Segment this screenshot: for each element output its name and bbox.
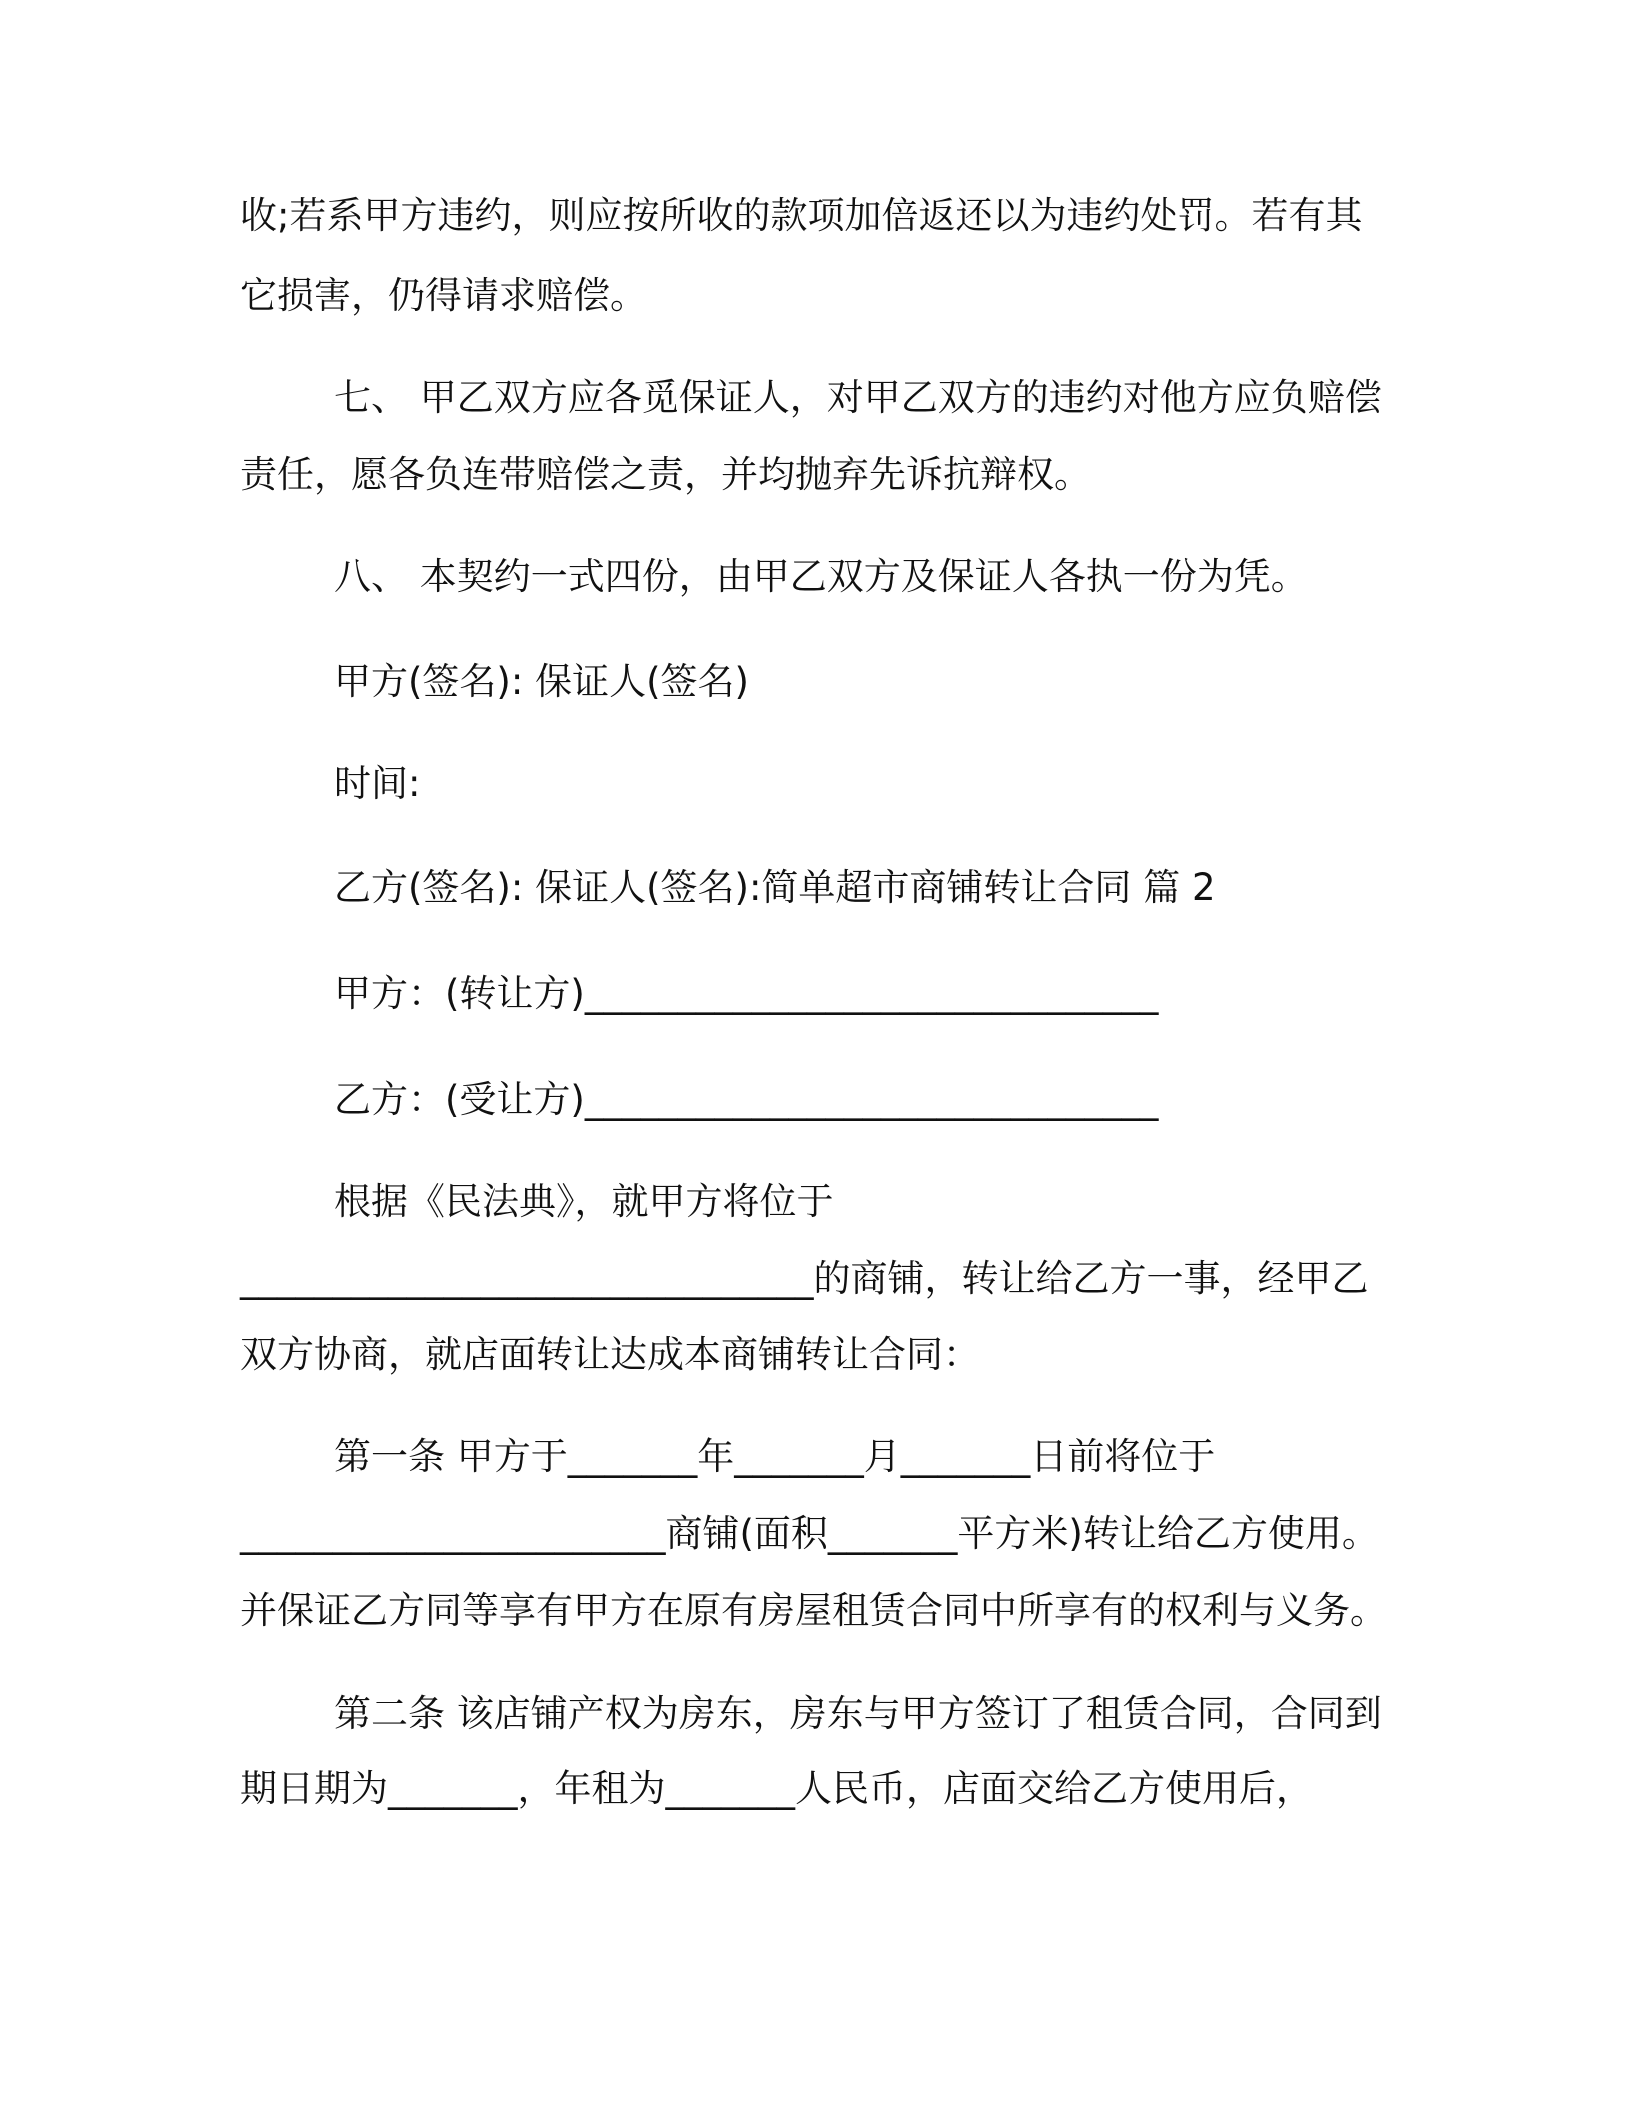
text-line: _______________________________的商铺，转让给乙方一事，经甲乙 — [240, 1257, 1369, 1300]
signature-party-b: 乙方(签名): 保证人(签名):简单超市商铺转让合同 篇 2 — [334, 866, 1216, 909]
text-line: 它损害，仍得请求赔偿。 — [240, 274, 647, 317]
text-line: _______________________商铺(面积_______平方米)转让给乙方使用。 — [240, 1512, 1379, 1555]
article-two: 第二条 该店铺产权为房东，房东与甲方签订了租赁合同，合同到 — [334, 1692, 1382, 1735]
preamble-line: 根据《民法典》，就甲方将位于 — [334, 1180, 834, 1223]
transferee-field: 乙方：(受让方)_______________________________ — [334, 1078, 1159, 1121]
clause-eight: 八、 本契约一式四份，由甲乙双方及保证人各执一份为凭。 — [334, 555, 1308, 598]
signature-party-a: 甲方(签名): 保证人(签名) — [334, 660, 749, 703]
transferor-field: 甲方：(转让方)_______________________________ — [334, 972, 1159, 1015]
text-line: 双方协商，就店面转让达成本商铺转让合同： — [240, 1333, 980, 1376]
text-line: 收;若系甲方违约，则应按所收的款项加倍返还以为违约处罚。若有其 — [240, 194, 1363, 237]
article-one: 第一条 甲方于_______年_______月_______日前将位于 — [334, 1435, 1216, 1478]
text-line: 并保证乙方同等享有甲方在原有房屋租赁合同中所享有的权利与义务。 — [240, 1589, 1387, 1632]
signature-time: 时间: — [334, 762, 421, 805]
clause-seven: 七、 甲乙双方应各觅保证人，对甲乙双方的违约对他方应负赔偿 — [334, 376, 1382, 419]
text-line: 期日期为_______，年租为_______人民币，店面交给乙方使用后， — [240, 1767, 1313, 1810]
text-line: 责任，愿各负连带赔偿之责，并均抛弃先诉抗辩权。 — [240, 453, 1091, 496]
